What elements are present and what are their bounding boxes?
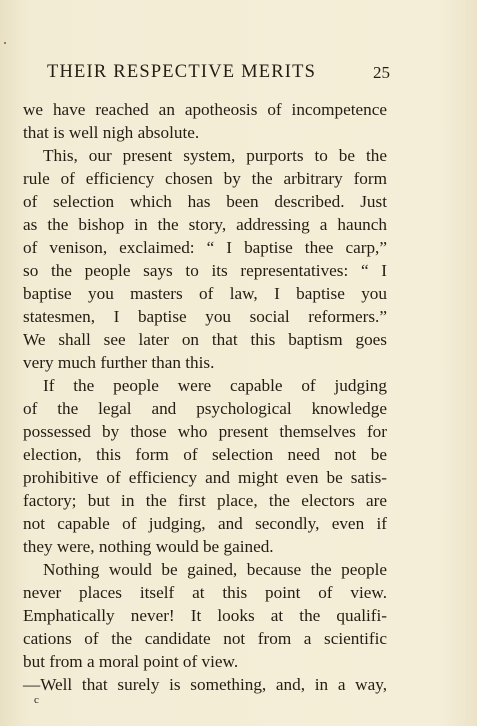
text-line: never places itself at this point of view. [23,583,387,602]
paper-speck [4,42,6,44]
text-line: they were, nothing would be gained. [23,537,274,556]
text-line: very much further than this. [23,353,215,372]
body-text [23,98,387,696]
text-line: If the people were capable of judging [43,376,387,395]
text-line: Nothing would be gained, because the people [43,560,387,579]
text-line: as the bishop in the story, addressing a haunch [23,215,387,234]
text-line: so the people says to its representatives: “ I [23,261,387,280]
text-line: factory; but in the first place, the electors are [23,491,387,510]
text-line: that is well nigh absolute. [23,123,200,142]
text-line: We shall see later on that this baptism goes [23,330,387,349]
signature-mark: c [34,694,40,706]
text-line: of the legal and psychological knowledge [23,399,387,418]
text-line: not capable of judging, and secondly, even if [23,514,387,533]
text-line: statesmen, I baptise you social reformers.” [23,307,387,326]
text-line: baptise you masters of law, I baptise you [23,284,387,303]
text-line: we have reached an apotheosis of incompetence [23,100,387,119]
text-line: —Well that surely is something, and, in a way, [23,675,387,694]
text-line: of selection which has been described. Just [23,192,387,211]
text-line: election, this form of selection need not be [23,445,387,464]
text-line: possessed by those who present themselves for [23,422,387,441]
page-number: 25 [373,63,390,82]
text-line: cations of the candidate not from a scientific [23,629,387,648]
text-line: prohibitive of efficiency and might even be satis- [23,468,387,487]
text-line: This, our present system, purports to be the [43,146,387,165]
page-header [47,62,390,84]
running-head: THEIR RESPECTIVE MERITS [47,62,317,82]
text-line: rule of efficiency chosen by the arbitrary form [23,169,387,188]
text-line: of venison, exclaimed: “ I baptise thee carp,” [23,238,387,257]
text-line: but from a moral point of view. [23,652,239,671]
text-line: Emphatically never! It looks at the qualifi- [23,606,387,625]
